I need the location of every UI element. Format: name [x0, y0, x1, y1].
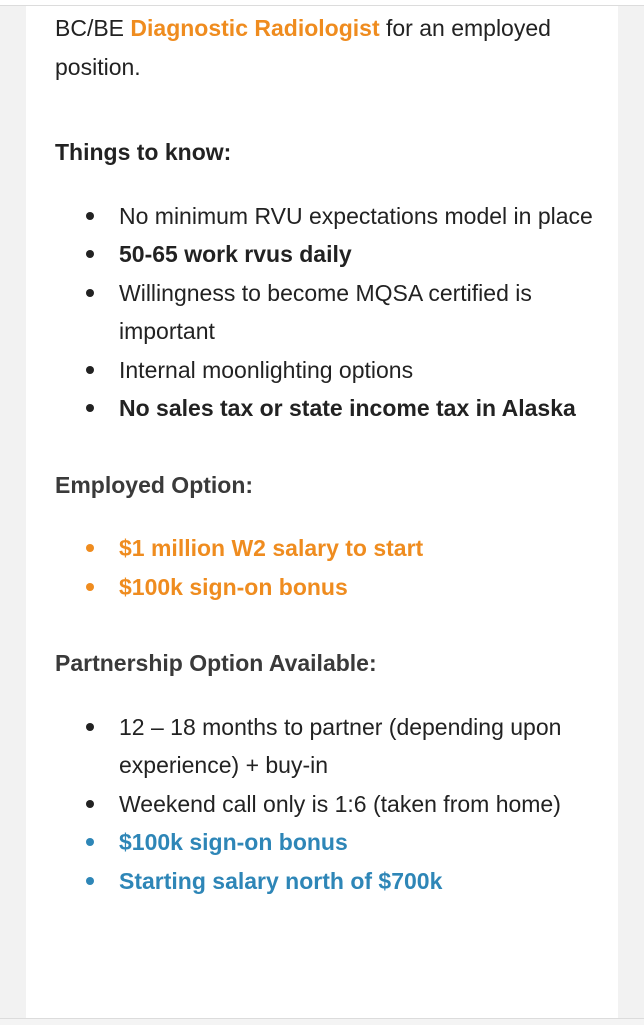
bullet-icon	[86, 289, 94, 297]
bullet-icon	[86, 250, 94, 258]
list-item	[55, 708, 610, 785]
employed-option-heading: Employed Option:	[55, 471, 254, 498]
list-item	[55, 351, 610, 390]
list-item-text: $1 million W2 salary to start	[119, 535, 424, 561]
list-item	[55, 862, 610, 901]
list-item	[55, 389, 610, 428]
list-item-text: Willingness to become MQSA certified is important	[119, 279, 532, 344]
list-item-text: 12 – 18 months to partner (depending upon experience) + buy-in	[119, 713, 562, 778]
intro-prefix: BC/BE	[55, 15, 131, 41]
bullet-icon	[86, 583, 94, 591]
list-item-text: No minimum RVU expectations model in place	[119, 202, 593, 229]
list-item	[55, 785, 610, 824]
bullet-icon	[86, 544, 94, 552]
list-item-text: Internal moonlighting options	[119, 356, 414, 383]
list-item	[55, 235, 610, 274]
bullet-icon	[86, 723, 94, 731]
employed-option-list	[55, 529, 610, 606]
bullet-icon	[86, 838, 94, 846]
bullet-icon	[86, 366, 94, 374]
list-item	[55, 568, 610, 607]
intro-suffix: for an employed position.	[55, 15, 551, 80]
intro-paragraph	[55, 9, 610, 86]
job-title-highlight: Diagnostic Radiologist	[130, 15, 380, 41]
job-description-content	[55, 6, 610, 900]
job-description-card	[26, 6, 618, 1018]
bullet-icon	[86, 800, 94, 808]
list-item-text: No sales tax or state income tax in Alaska	[119, 395, 576, 421]
bullet-icon	[86, 212, 94, 220]
things-to-know-list	[55, 197, 610, 428]
bullet-icon	[86, 877, 94, 885]
things-to-know-heading: Things to know:	[55, 139, 232, 165]
list-item-text: $100k sign-on bonus	[119, 573, 348, 600]
list-item-text: Starting salary north of $700k	[119, 867, 443, 894]
partnership-option-list	[55, 708, 610, 901]
list-item	[55, 274, 610, 351]
partnership-option-heading: Partnership Option Available:	[55, 650, 377, 676]
list-item-text: Weekend call only is 1:6 (taken from home)	[119, 790, 561, 817]
list-item-text: 50-65 work rvus daily	[119, 241, 352, 267]
list-item	[55, 529, 610, 568]
list-item	[55, 823, 610, 862]
bullet-icon	[86, 404, 94, 412]
list-item	[55, 197, 610, 236]
list-item-text: $100k sign-on bonus	[119, 829, 348, 855]
